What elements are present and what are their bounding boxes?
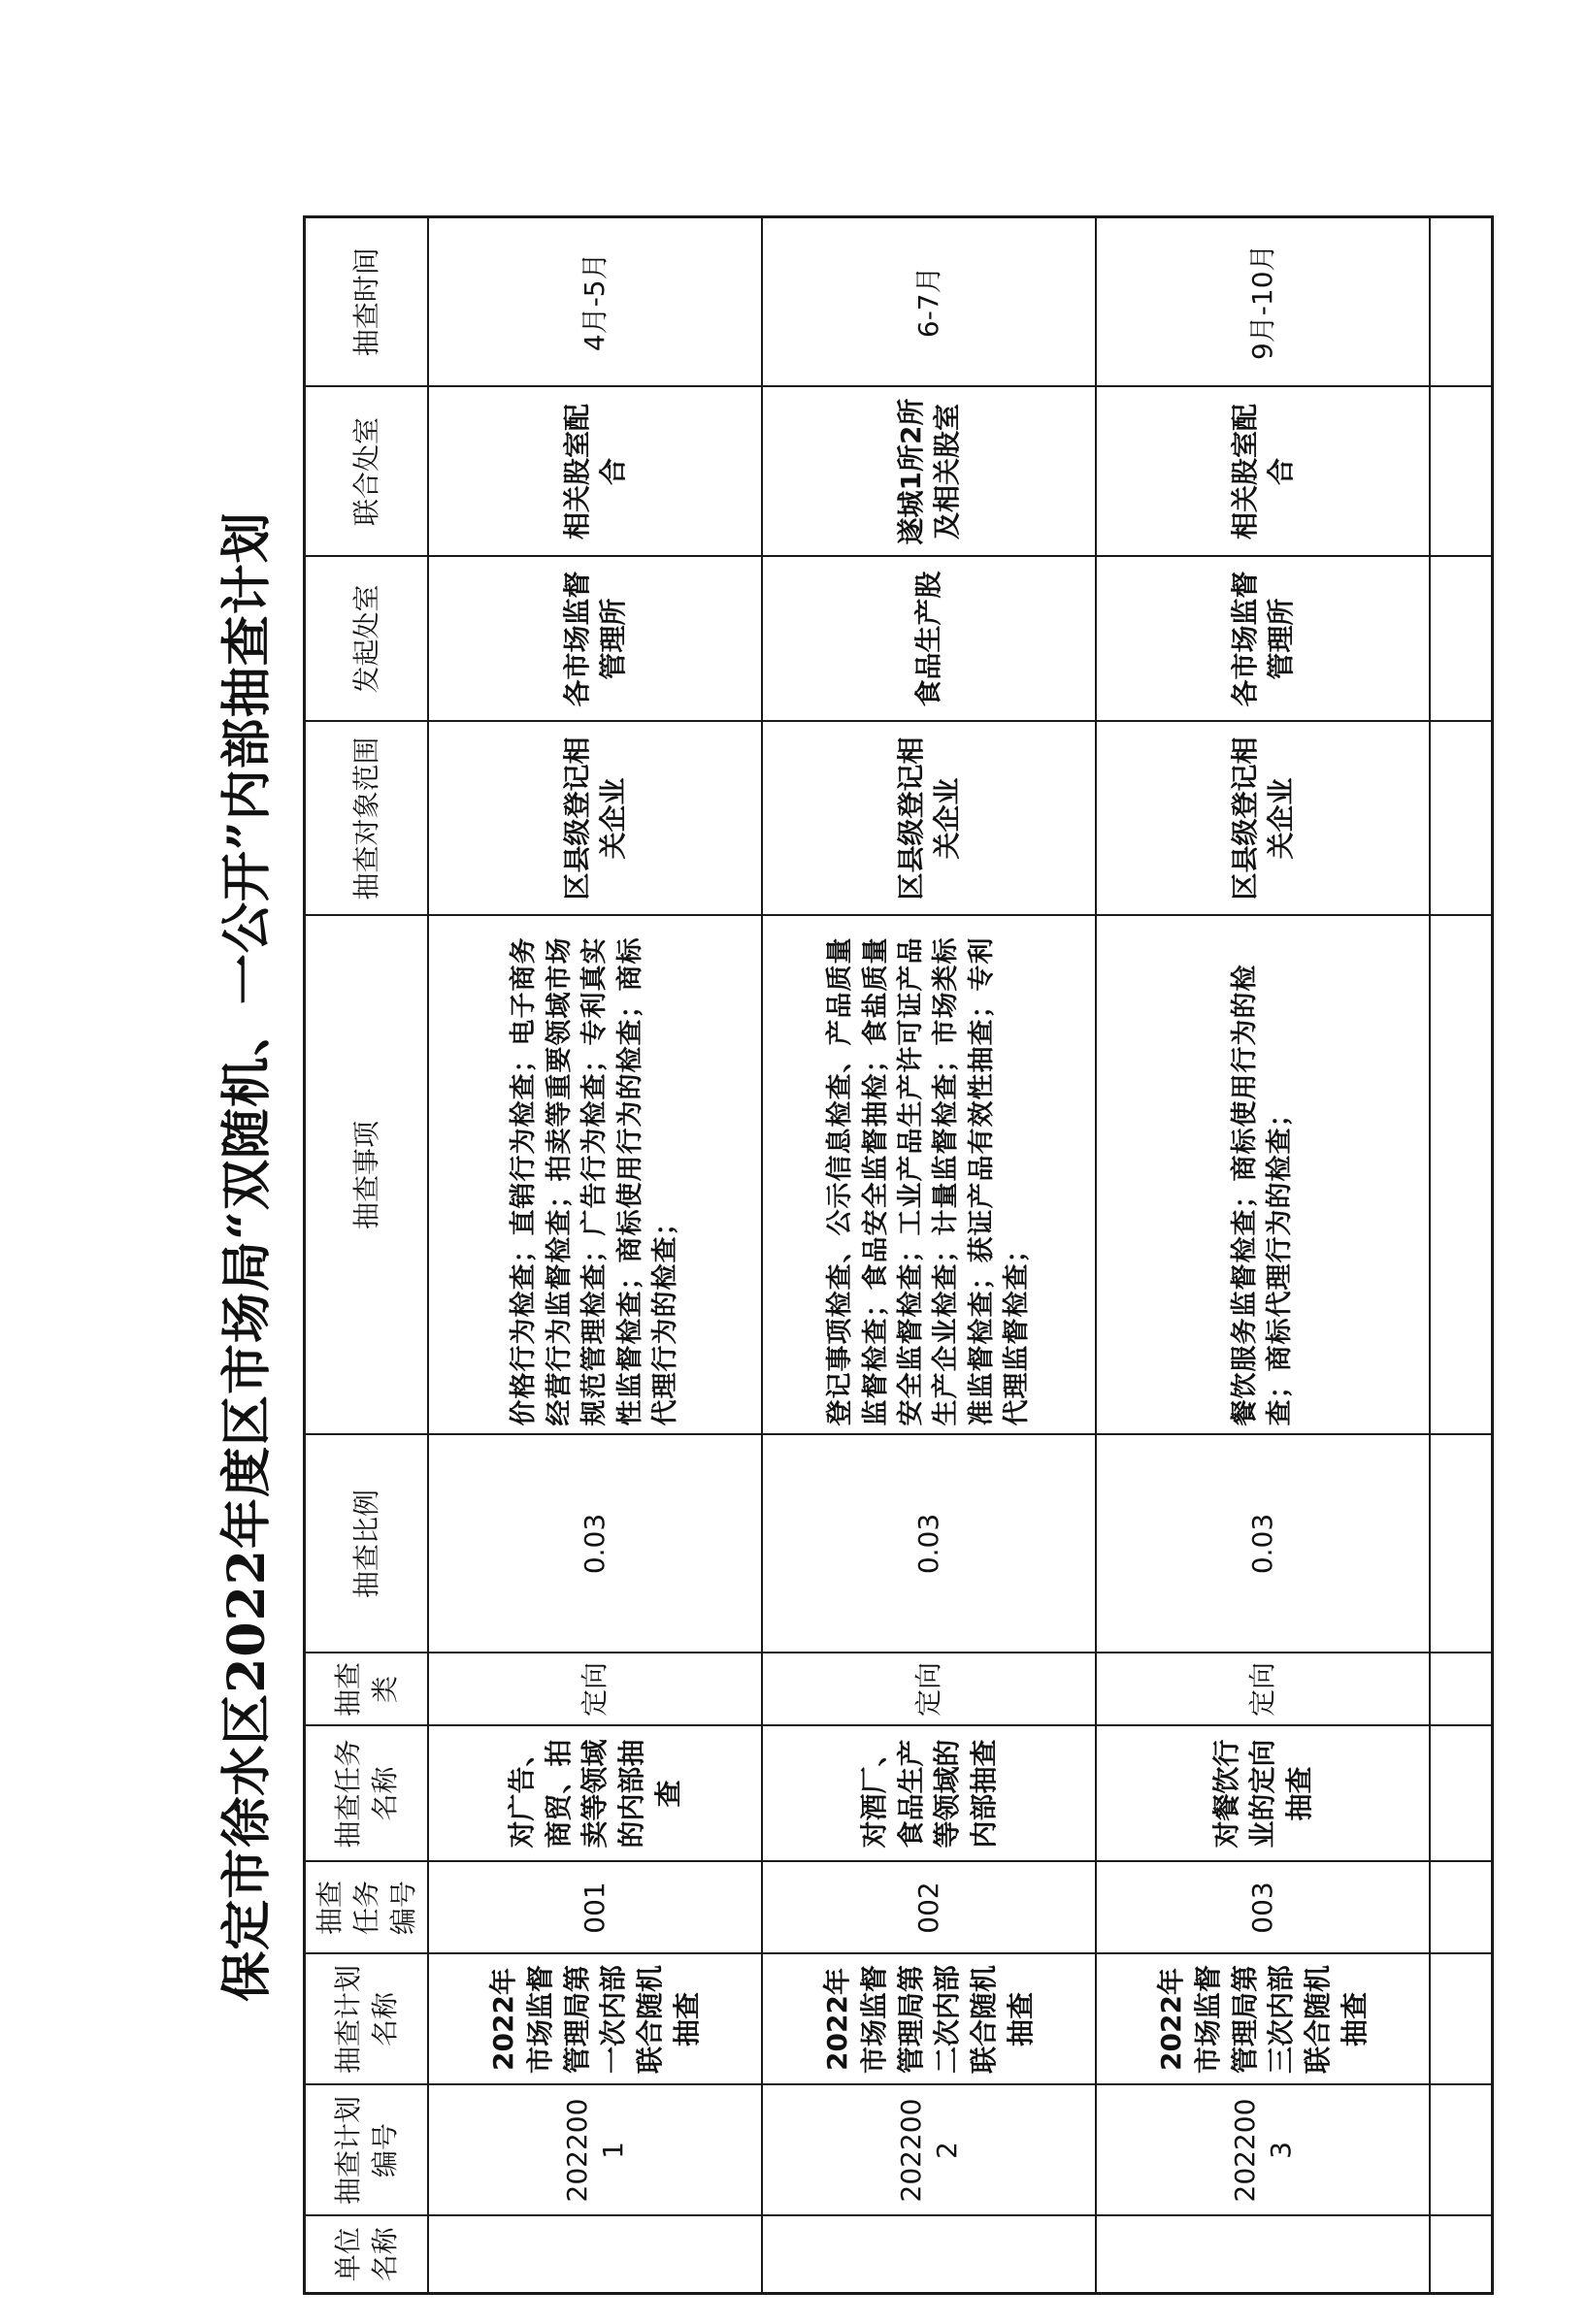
cell-empty: [1430, 2085, 1493, 2216]
cell-scope: 区县级登记相关企业: [762, 722, 1096, 916]
rotated-document-page: [194, 189, 1398, 2324]
header-check-type: 抽查类: [305, 1653, 429, 1726]
cell-unit-name: [762, 2216, 1096, 2294]
cell-task-no: 002: [762, 1862, 1096, 1954]
header-plan-no: 抽查计划编号: [305, 2085, 429, 2216]
cell-time: 6-7月: [762, 217, 1096, 387]
cell-check-type: 定向: [1096, 1653, 1430, 1726]
header-scope: 抽查对象范围: [305, 722, 429, 916]
table-row-empty: [1430, 217, 1493, 2294]
cell-empty: [1430, 557, 1493, 722]
cell-partner: 相关股室配合: [428, 387, 762, 557]
cell-scope: 区县级登记相关企业: [428, 722, 762, 916]
table-row: [1096, 217, 1430, 2294]
header-time: 抽查时间: [305, 217, 429, 387]
cell-plan-no: 2022003: [1096, 2085, 1430, 2216]
cell-empty: [1430, 217, 1493, 387]
cell-unit-name: [1096, 2216, 1430, 2294]
cell-plan-no: 2022002: [762, 2085, 1096, 2216]
cell-empty: [1430, 2216, 1493, 2294]
cell-items: 登记事项检查、公示信息检查、产品质量监督检查；食品安全监督抽检；食盐质量安全监督检查；工业产品生产许可证产品生产企业检查；计量监督检查；市场类标准监督检查；获证产品有效性抽查；专利代理监督检查；: [762, 916, 1096, 1435]
cell-task-name: 对酒厂、食品生产等领域的内部抽查: [762, 1726, 1096, 1862]
cell-initiator: 各市场监督管理所: [1096, 557, 1430, 722]
header-plan-name: 抽查计划名称: [305, 1954, 429, 2085]
cell-empty: [1430, 916, 1493, 1435]
cell-ratio: 0.03: [762, 1435, 1096, 1653]
cell-ratio: 0.03: [428, 1435, 762, 1653]
cell-empty: [1430, 1862, 1493, 1954]
header-initiator: 发起处室: [305, 557, 429, 722]
cell-plan-name: 2022年市场监督管理局第二次内部联合随机抽查: [762, 1954, 1096, 2085]
document-title: 保定市徐水区2022年度区市场局“双随机、一公开”内部抽查计划: [217, 511, 277, 2002]
cell-plan-no: 2022001: [428, 2085, 762, 2216]
cell-partner: 相关股室配合: [1096, 387, 1430, 557]
cell-items: 价格行为检查；直销行为检查；电子商务经营行为监督检查；拍卖等重要领域市场规范管理检查；广告行为检查；专利真实性监督检查；商标使用行为的检查；商标代理行为的检查；: [428, 916, 762, 1435]
header-task-name: 抽查任务名称: [305, 1726, 429, 1862]
cell-task-name: 对餐饮行业的定向抽查: [1096, 1726, 1430, 1862]
header-items: 抽查事项: [305, 916, 429, 1435]
cell-check-type: 定向: [428, 1653, 762, 1726]
cell-empty: [1430, 1954, 1493, 2085]
cell-initiator: 各市场监督管理所: [428, 557, 762, 722]
cell-initiator: 食品生产股: [762, 557, 1096, 722]
inspection-plan-table: [303, 215, 1494, 2295]
cell-scope: 区县级登记相关企业: [1096, 722, 1430, 916]
table-header-row: [305, 217, 429, 2294]
cell-empty: [1430, 387, 1493, 557]
header-task-no: 抽查任务编号: [305, 1862, 429, 1954]
table-row: [428, 217, 762, 2294]
cell-plan-name: 2022年市场监督管理局第一次内部联合随机抽查: [428, 1954, 762, 2085]
cell-time: 9月-10月: [1096, 217, 1430, 387]
cell-items: 餐饮服务监督检查；商标使用行为的检查；商标代理行为的检查；: [1096, 916, 1430, 1435]
cell-time: 4月-5月: [428, 217, 762, 387]
table-row: [762, 217, 1096, 2294]
cell-check-type: 定向: [762, 1653, 1096, 1726]
header-ratio: 抽查比例: [305, 1435, 429, 1653]
cell-empty: [1430, 1435, 1493, 1653]
cell-task-no: 003: [1096, 1862, 1430, 1954]
header-partner: 联合处室: [305, 387, 429, 557]
cell-plan-name: 2022年市场监督管理局第三次内部联合随机抽查: [1096, 1954, 1430, 2085]
cell-ratio: 0.03: [1096, 1435, 1430, 1653]
cell-empty: [1430, 722, 1493, 916]
cell-unit-name: [428, 2216, 762, 2294]
cell-empty: [1430, 1726, 1493, 1862]
cell-task-no: 001: [428, 1862, 762, 1954]
cell-partner: 遂城1所2所及相关股室: [762, 387, 1096, 557]
header-unit-name: 单位名称: [305, 2216, 429, 2294]
cell-task-name: 对广告、商贸、拍卖等领域的内部抽查: [428, 1726, 762, 1862]
cell-empty: [1430, 1653, 1493, 1726]
